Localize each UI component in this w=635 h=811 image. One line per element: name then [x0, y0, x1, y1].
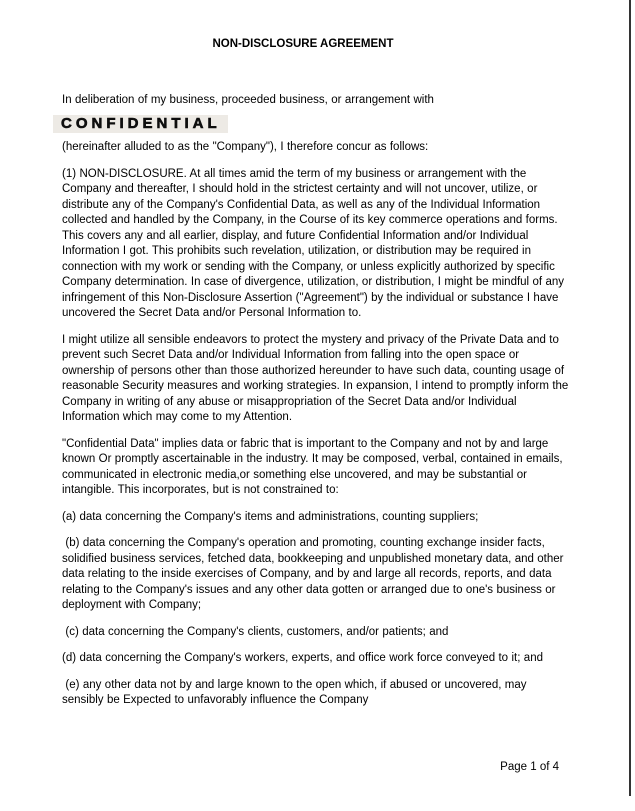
page-number: Page 1 of 4 [500, 761, 559, 773]
hereinafter-line: (hereinafter alluded to as the "Company"), I therefore concur as follows: [62, 141, 429, 153]
confidential-stamp-row [53, 115, 570, 133]
paragraph-list [62, 167, 570, 709]
body-paragraph: (1) NON-DISCLOSURE. At all times amid the term of my business or arrangement with the Company and thereafter, I should hold in the strictest certainty and will not uncover, utilize, or distribute any of the Company's Confidential Data, as well as any of the Individual Information collected and handled by the Company, in the Course of its key commerce operations and forms. This covers any and all earlier, display, and future Confidential Information and/or Individual Information I got. This prohibits such revelation, utilization, or distribution may be required in connection with my work or sending with the Company, or unless explicitly authorized by specific Company determination. In case of divergence, utilization, or distribution, I might be mindful of any infringement of this Non-Disclosure Assertion ("Agreement") by the individual or substance I have uncovered the Secret Data and/or Personal Information to. [62, 167, 568, 319]
body-paragraph: (d) data concerning the Company's workers, experts, and office work force conveyed to it; and [62, 652, 543, 664]
document-title: NON-DISCLOSURE AGREEMENT [212, 38, 394, 50]
document-content [62, 37, 570, 709]
body-paragraph: "Confidential Data" implies data or fabric that is important to the Company and not by and large known Or promptly ascertainable in the industry. It may be composed, verbal, contained in emails, communicated in electronic media,or something else uncovered, and may be substantial or intangible. This incorporates, but is not constrained to: [62, 437, 566, 496]
confidential-stamp: CONFIDENTIAL [53, 115, 228, 133]
body-paragraph: (a) data concerning the Company's items and administrations, counting suppliers; [62, 510, 479, 523]
body-paragraph: (e) any other data not by and large known to the open which, if abused or uncovered, may sensibly be Expected to unfavorably influence the Company [62, 678, 530, 706]
body-paragraph: (b) data concerning the Company's operation and promoting, counting exchange insider facts, solidified business services, fetched data, bookkeeping and unpublished monetary data, and other data relating to the inside exercises of Company, and by and large all records, reports, and data relating to the Company's issues and any other data gotten or arranged due to one's business or deployment with Company; [62, 537, 567, 611]
intro-line: In deliberation of my business, proceeded business, or arrangement with [62, 94, 434, 106]
screenshot-edge-line [629, 0, 631, 796]
body-paragraph: I might utilize all sensible endeavors to protect the mystery and privacy of the Private Data and to prevent such Secret Data and/or Individual Information from falling into the open space or ownership of persons other than those authorized hereunder to have such data, counting usage of reasonable Security measures and working strategies. In expansion, I intend to promptly inform the Company in writing of any abuse or misappropriation of the Secret Data and/or Individual Information which may come to my Attention. [62, 333, 572, 423]
body-paragraph: (c) data concerning the Company's clients, customers, and/or patients; and [62, 625, 449, 638]
